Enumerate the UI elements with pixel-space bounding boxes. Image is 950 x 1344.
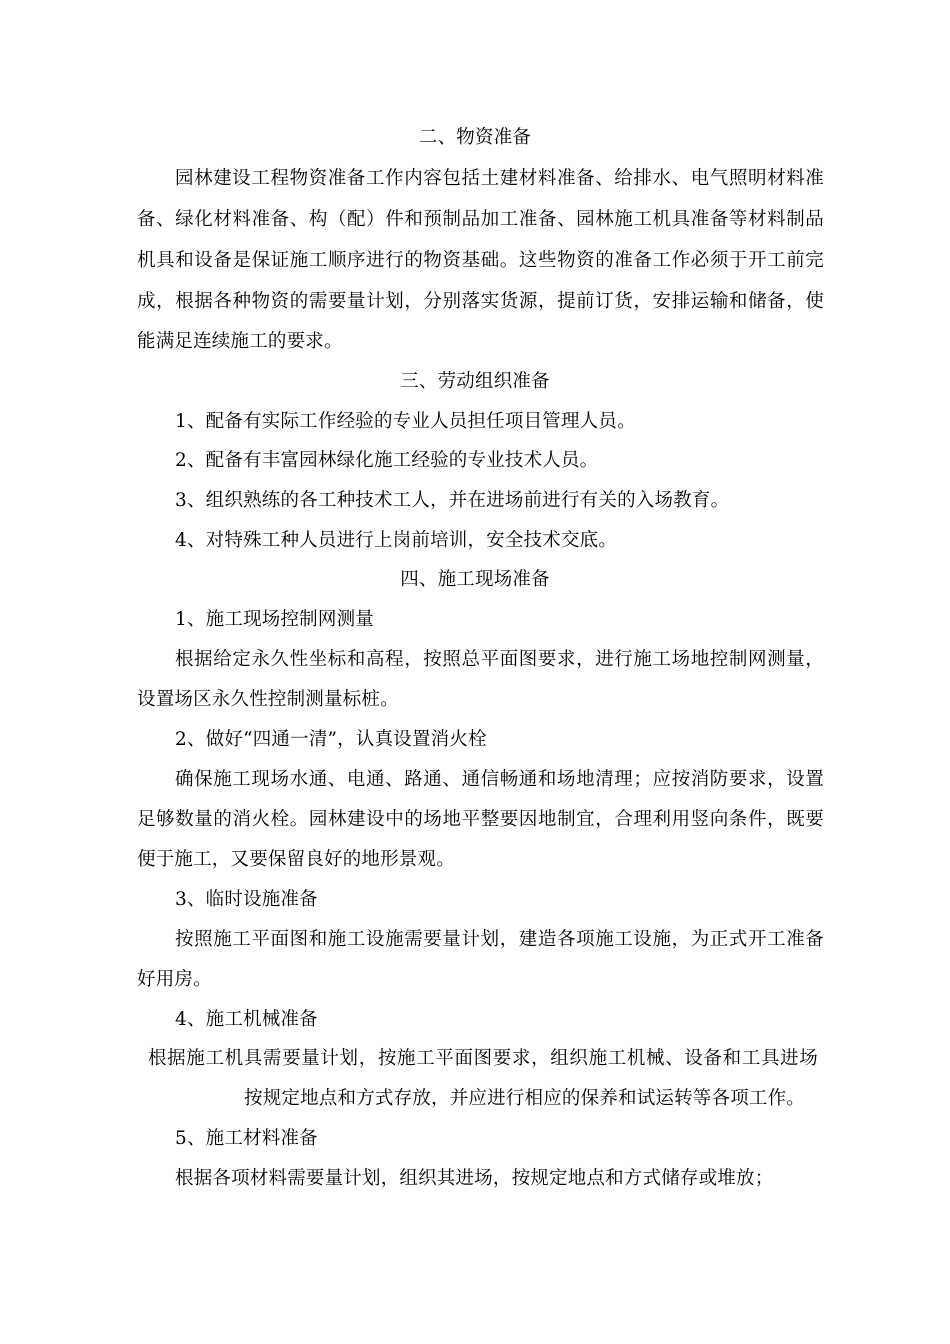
paragraph-line: 机具和设备是保证施工顺序进行的物资基础。这些物资的准备工作必须于开工前完 [137, 250, 824, 271]
section-heading-labor: 三、劳动组织准备 [400, 371, 550, 392]
section-heading-materials: 二、物资准备 [418, 127, 532, 148]
subsection-title: 2、做好“四通一清”，认真设置消火栓 [175, 729, 487, 750]
subsection-title: 4、施工机械准备 [175, 1009, 318, 1030]
subsection-title: 1、施工现场控制网测量 [175, 609, 374, 630]
paragraph-line: 能满足连续施工的要求。 [137, 331, 343, 352]
paragraph-line: 便于施工，又要保留良好的地形景观。 [137, 849, 455, 870]
paragraph-line: 根据施工机具需要量计划，按施工平面图要求，组织施工机械、设备和工具进场 [148, 1048, 818, 1069]
paragraph-line: 备、绿化材料准备、构（配）件和预制品加工准备、园林施工机具准备等材料制品 [137, 209, 824, 230]
paragraph-line: 按规定地点和方式存放，并应进行相应的保养和试运转等各项工作。 [244, 1088, 806, 1109]
list-item: 3、组织熟练的各工种技术工人，并在进场前进行有关的入场教育。 [175, 490, 730, 511]
paragraph-line: 确保施工现场水通、电通、路通、通信畅通和场地清理；应按消防要求，设置 [175, 769, 824, 790]
subsection-title: 5、施工材料准备 [175, 1128, 318, 1149]
subsection-title: 3、临时设施准备 [175, 889, 318, 910]
list-item: 1、配备有实际工作经验的专业人员担任项目管理人员。 [175, 411, 636, 432]
section-heading-site: 四、施工现场准备 [400, 569, 550, 590]
paragraph-line: 足够数量的消火栓。园林建设中的场地平整要因地制宜，合理利用竖向条件，既要 [137, 809, 824, 830]
paragraph-line: 设置场区永久性控制测量标桩。 [137, 689, 399, 710]
paragraph-line: 按照施工平面图和施工设施需要量计划，建造各项施工设施，为正式开工准备 [175, 929, 824, 950]
paragraph-line: 好用房。 [137, 969, 212, 990]
paragraph-line: 成，根据各种物资的需要量计划，分别落实货源，提前订货，安排运输和储备，使 [137, 291, 824, 312]
list-item: 2、配备有丰富园林绿化施工经验的专业技术人员。 [175, 450, 599, 471]
list-item: 4、对特殊工种人员进行上岗前培训，安全技术交底。 [175, 530, 618, 551]
paragraph-line: 根据给定永久性坐标和高程，按照总平面图要求，进行施工场地控制网测量， [175, 649, 824, 670]
paragraph-line: 根据各项材料需要量计划，组织其进场，按规定地点和方式储存或堆放； [175, 1168, 774, 1189]
paragraph-line: 园林建设工程物资准备工作内容包括土建材料准备、给排水、电气照明材料准 [175, 168, 824, 189]
